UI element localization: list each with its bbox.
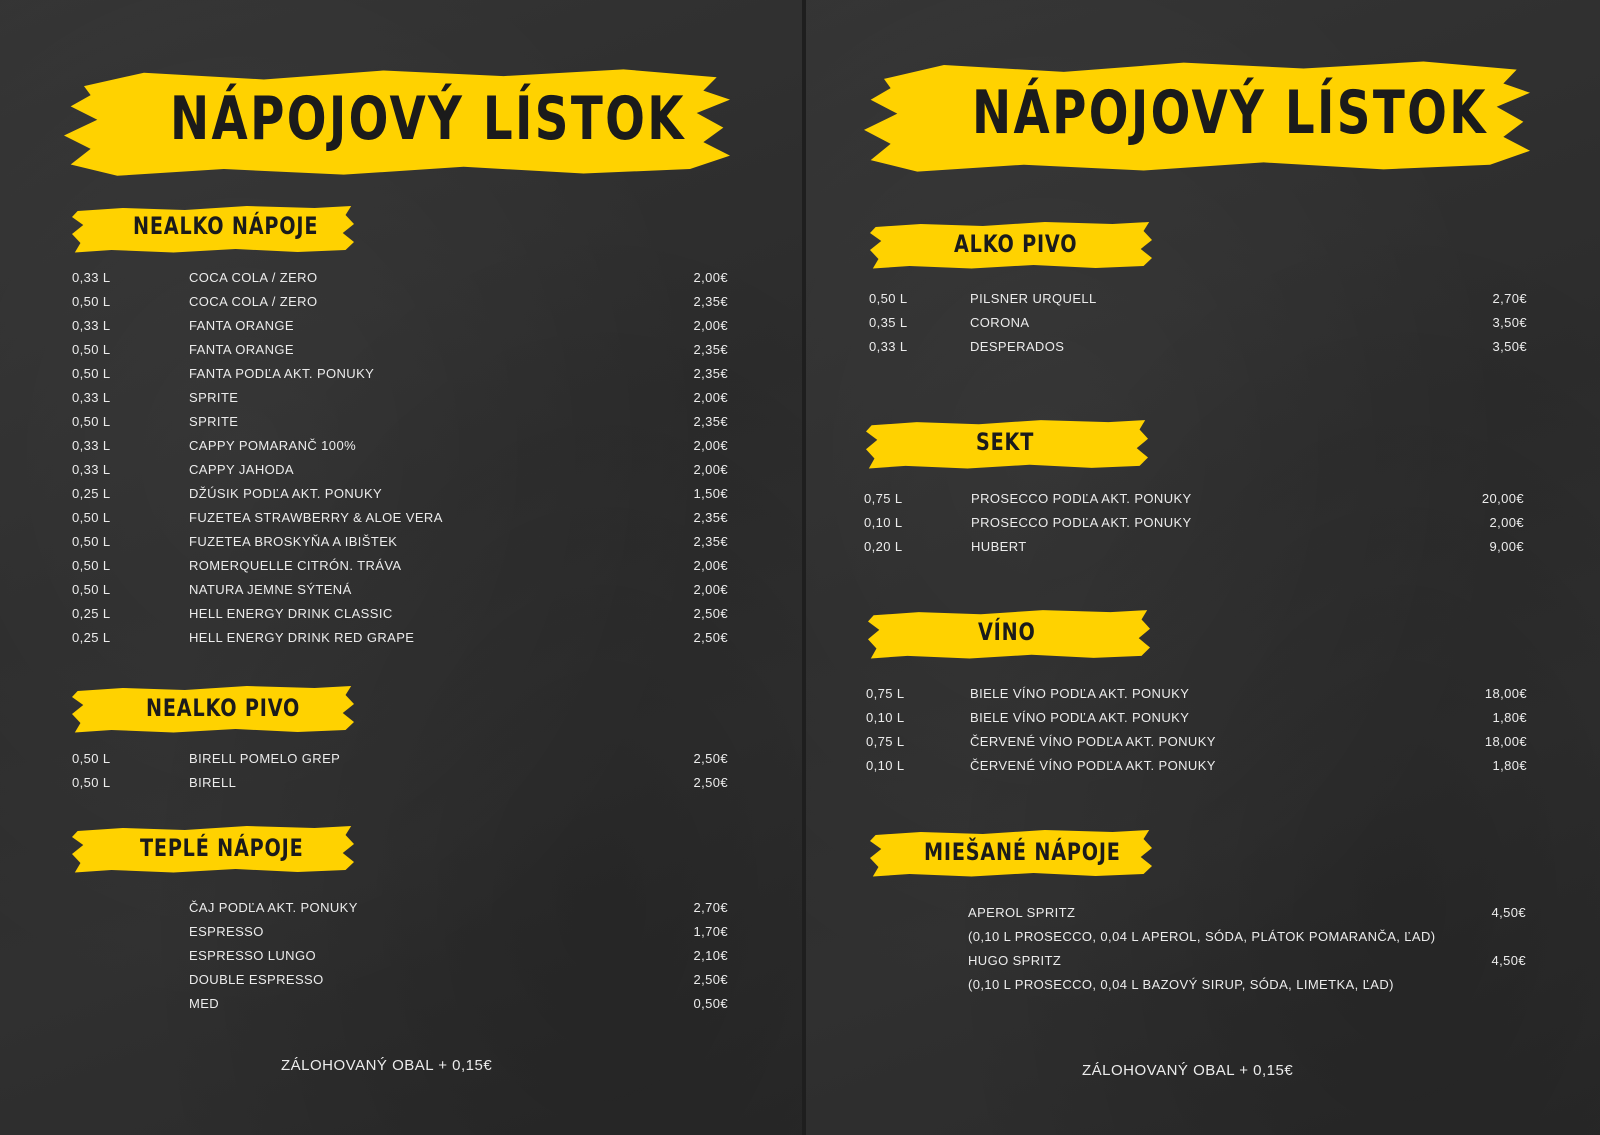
item-price: 4,50€	[1491, 953, 1526, 968]
item-name: PROSECCO PODĽA AKT. PONUKY	[971, 515, 1192, 530]
menu-item	[72, 775, 728, 799]
section-heading: VÍNO	[978, 618, 1036, 646]
item-description: (0,10 L PROSECCO, 0,04 L BAZOVÝ SIRUP, SÓDA, LIMETKA, ĽAD)	[968, 977, 1394, 992]
item-price: 9,00€	[1489, 539, 1524, 554]
item-price: 20,00€	[1481, 491, 1524, 506]
item-name: FANTA ORANGE	[189, 318, 294, 333]
menu-item	[869, 291, 1527, 315]
item-volume: 0,35 L	[869, 315, 908, 330]
item-name: FUZETEA BROSKYŇA A IBIŠTEK	[189, 534, 398, 549]
menu-item	[72, 751, 728, 775]
item-volume: 0,50 L	[72, 342, 111, 357]
item-volume: 0,50 L	[72, 414, 111, 429]
item-price: 2,10€	[693, 948, 728, 963]
menu-item	[72, 342, 728, 366]
item-name: COCA COLA / ZERO	[189, 270, 318, 285]
item-volume: 0,75 L	[866, 686, 905, 701]
menu-item	[72, 558, 728, 582]
section-heading: MIEŠANÉ NÁPOJE	[924, 838, 1121, 866]
menu-item	[72, 630, 728, 654]
item-name: HELL ENERGY DRINK CLASSIC	[189, 606, 393, 621]
item-price: 2,00€	[693, 462, 728, 477]
menu-item-description	[968, 977, 1526, 1001]
menu-item	[72, 438, 728, 462]
item-name: ESPRESSO LUNGO	[189, 948, 316, 963]
menu-item-description	[968, 929, 1526, 953]
menu-item	[968, 905, 1526, 929]
item-name: ČERVENÉ VÍNO PODĽA AKT. PONUKY	[970, 734, 1216, 749]
item-name: BIELE VÍNO PODĽA AKT. PONUKY	[970, 710, 1190, 725]
item-volume: 0,33 L	[72, 270, 111, 285]
menu-item	[72, 972, 728, 996]
item-price: 0,50€	[693, 996, 728, 1011]
item-volume: 0,75 L	[866, 734, 905, 749]
item-volume: 0,10 L	[866, 710, 905, 725]
item-volume: 0,50 L	[72, 294, 111, 309]
item-name: CORONA	[970, 315, 1030, 330]
item-price: 18,00€	[1484, 686, 1527, 701]
section-heading: TEPLÉ NÁPOJE	[140, 834, 304, 862]
menu-item	[72, 318, 728, 342]
menu-item	[72, 390, 728, 414]
menu-item	[869, 339, 1527, 363]
item-name: FANTA ORANGE	[189, 342, 294, 357]
item-volume: 0,10 L	[866, 758, 905, 773]
item-price: 2,70€	[1492, 291, 1527, 306]
item-name: CAPPY JAHODA	[189, 462, 294, 477]
menu-item	[72, 948, 728, 972]
item-name: HUGO SPRITZ	[968, 953, 1062, 968]
item-name: ROMERQUELLE CITRÓN. TRÁVA	[189, 558, 402, 573]
menu-item	[72, 366, 728, 390]
deposit-note: ZÁLOHOVANÝ OBAL + 0,15€	[1082, 1062, 1294, 1079]
item-price: 2,00€	[693, 582, 728, 597]
item-price: 2,70€	[693, 900, 728, 915]
item-price: 1,50€	[693, 486, 728, 501]
item-volume: 0,25 L	[72, 606, 111, 621]
item-name: SPRITE	[189, 414, 239, 429]
item-price: 1,80€	[1492, 710, 1527, 725]
item-volume: 0,33 L	[72, 318, 111, 333]
item-price: 3,50€	[1492, 339, 1527, 354]
item-name: HELL ENERGY DRINK RED GRAPE	[189, 630, 415, 645]
item-volume: 0,50 L	[72, 751, 111, 766]
menu-item	[72, 270, 728, 294]
menu-item	[869, 315, 1527, 339]
item-volume: 0,33 L	[72, 438, 111, 453]
item-price: 2,00€	[693, 558, 728, 573]
item-volume: 0,50 L	[72, 510, 111, 525]
item-volume: 0,20 L	[864, 539, 903, 554]
menu-item	[968, 953, 1526, 977]
menu-item	[72, 924, 728, 948]
menu-item	[72, 294, 728, 318]
item-volume: 0,25 L	[72, 630, 111, 645]
item-name: HUBERT	[971, 539, 1027, 554]
item-price: 1,80€	[1492, 758, 1527, 773]
item-price: 4,50€	[1491, 905, 1526, 920]
item-name: ČAJ PODĽA AKT. PONUKY	[189, 900, 358, 915]
item-volume: 0,75 L	[864, 491, 903, 506]
item-volume: 0,25 L	[72, 486, 111, 501]
item-price: 1,70€	[693, 924, 728, 939]
item-name: DESPERADOS	[970, 339, 1065, 354]
item-price: 2,00€	[1489, 515, 1524, 530]
item-price: 2,00€	[693, 318, 728, 333]
item-price: 2,35€	[693, 294, 728, 309]
menu-item	[72, 462, 728, 486]
menu-item	[72, 486, 728, 510]
item-volume: 0,33 L	[72, 390, 111, 405]
menu-item	[72, 996, 728, 1020]
item-price: 2,50€	[693, 630, 728, 645]
menu-item	[72, 582, 728, 606]
item-price: 2,35€	[693, 366, 728, 381]
menu-item	[866, 734, 1527, 758]
item-name: BIRELL POMELO GREP	[189, 751, 341, 766]
menu-item	[864, 515, 1524, 539]
item-name: ČERVENÉ VÍNO PODĽA AKT. PONUKY	[970, 758, 1216, 773]
item-name: MED	[189, 996, 220, 1011]
section-heading: SEKT	[976, 428, 1035, 456]
item-price: 2,00€	[693, 270, 728, 285]
item-price: 2,50€	[693, 775, 728, 790]
item-name: BIELE VÍNO PODĽA AKT. PONUKY	[970, 686, 1190, 701]
page-title: NÁPOJOVÝ LÍSTOK	[170, 84, 686, 154]
item-volume: 0,50 L	[72, 534, 111, 549]
menu-item	[72, 606, 728, 630]
menu-item	[72, 900, 728, 924]
item-price: 2,35€	[693, 414, 728, 429]
menu-item	[866, 758, 1527, 782]
item-price: 3,50€	[1492, 315, 1527, 330]
item-price: 2,00€	[693, 438, 728, 453]
item-price: 2,50€	[693, 606, 728, 621]
menu-item	[72, 534, 728, 558]
item-volume: 0,50 L	[72, 558, 111, 573]
item-volume: 0,50 L	[72, 775, 111, 790]
section-heading: ALKO PIVO	[954, 230, 1078, 258]
section-heading: NEALKO PIVO	[146, 694, 301, 722]
item-name: FANTA PODĽA AKT. PONUKY	[189, 366, 375, 381]
item-name: DOUBLE ESPRESSO	[189, 972, 324, 987]
item-name: APEROL SPRITZ	[968, 905, 1076, 920]
item-price: 2,00€	[693, 390, 728, 405]
item-name: DŽÚSIK PODĽA AKT. PONUKY	[189, 486, 383, 501]
item-name: PROSECCO PODĽA AKT. PONUKY	[971, 491, 1192, 506]
item-name: COCA COLA / ZERO	[189, 294, 318, 309]
item-price: 2,35€	[693, 342, 728, 357]
menu-item	[866, 710, 1527, 734]
menu-item	[72, 510, 728, 534]
item-volume: 0,33 L	[869, 339, 908, 354]
item-price: 2,35€	[693, 534, 728, 549]
item-name: SPRITE	[189, 390, 239, 405]
menu-item	[864, 539, 1524, 563]
item-name: BIRELL	[189, 775, 237, 790]
item-volume: 0,33 L	[72, 462, 111, 477]
menu-item	[72, 414, 728, 438]
item-name: FUZETEA STRAWBERRY & ALOE VERA	[189, 510, 443, 525]
item-name: NATURA JEMNE SÝTENÁ	[189, 582, 352, 597]
item-price: 2,50€	[693, 972, 728, 987]
item-price: 18,00€	[1484, 734, 1527, 749]
item-volume: 0,50 L	[72, 582, 111, 597]
item-price: 2,50€	[693, 751, 728, 766]
right-page	[806, 0, 1600, 1135]
item-volume: 0,50 L	[869, 291, 908, 306]
item-price: 2,35€	[693, 510, 728, 525]
deposit-note: ZÁLOHOVANÝ OBAL + 0,15€	[281, 1057, 493, 1074]
menu-item	[864, 491, 1524, 515]
item-volume: 0,10 L	[864, 515, 903, 530]
item-name: ESPRESSO	[189, 924, 264, 939]
menu-item	[866, 686, 1527, 710]
item-name: PILSNER URQUELL	[970, 291, 1097, 306]
item-volume: 0,50 L	[72, 366, 111, 381]
page-title: NÁPOJOVÝ LÍSTOK	[972, 78, 1488, 148]
item-name: CAPPY POMARANČ 100%	[189, 438, 357, 453]
section-heading: NEALKO NÁPOJE	[133, 212, 319, 240]
item-description: (0,10 L PROSECCO, 0,04 L APEROL, SÓDA, PLÁTOK POMARANČA, ĽAD)	[968, 929, 1436, 944]
